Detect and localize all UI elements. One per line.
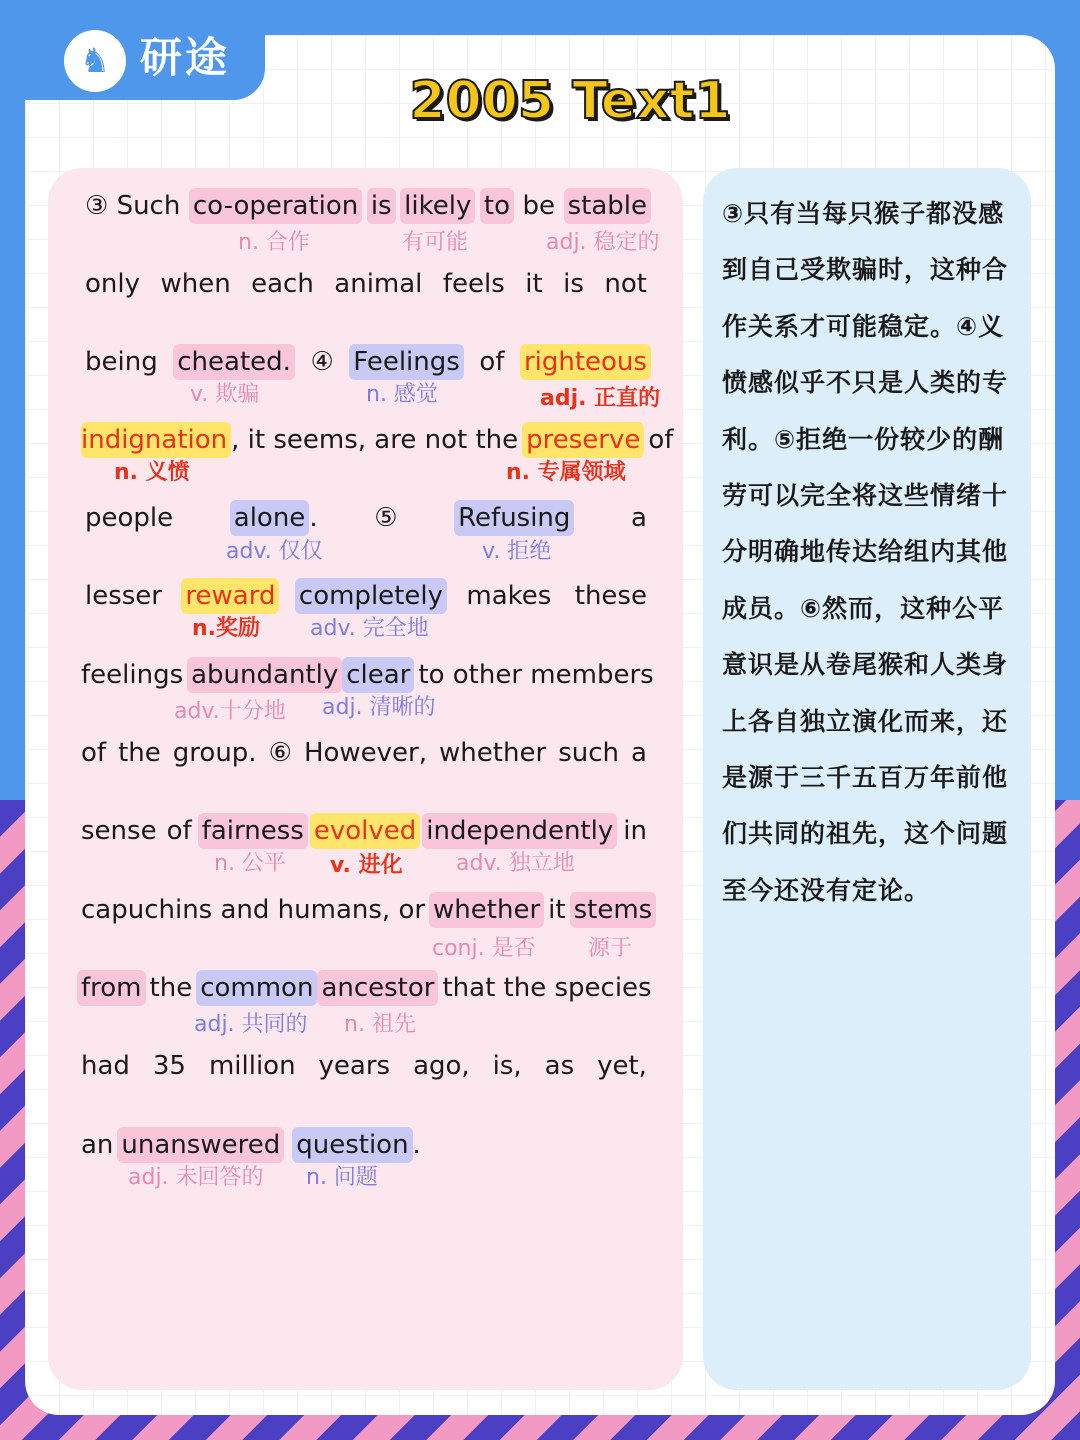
word: ⑥ <box>268 738 292 768</box>
translation-line: 至今还没有定论。 <box>722 875 931 905</box>
translation-line: 劳可以完全将这些情绪十 <box>722 481 1009 511</box>
word-highlight: righteous <box>520 344 651 380</box>
translation-line: 作关系才可能稳定。④义 <box>722 311 1005 341</box>
word-highlight: clear <box>342 657 414 693</box>
word-highlight: whether <box>429 892 544 928</box>
word: However, <box>303 738 428 768</box>
word: the <box>118 738 161 768</box>
annotation: n. 义愤 <box>114 460 190 485</box>
word: is <box>563 269 584 299</box>
word: sense <box>81 816 157 846</box>
word: of <box>81 738 107 768</box>
word: being <box>85 347 158 377</box>
word: only <box>85 269 140 299</box>
word-highlight: stems <box>570 892 657 928</box>
word: ④ <box>310 347 334 377</box>
unicorn-logo-icon: ♞ <box>64 30 126 92</box>
annotation: adj. 正直的 <box>540 386 661 411</box>
word-highlight: preserve <box>522 422 644 458</box>
passage-line-2 <box>81 264 651 304</box>
passage-line-13 <box>81 1125 651 1165</box>
word: 35 <box>152 1051 186 1081</box>
word: of <box>648 425 674 455</box>
translation-line: 利。⑤拒绝一份较少的酬 <box>722 424 1005 454</box>
page-title: 2005 Text1 <box>409 71 731 131</box>
word-highlight: from <box>77 970 146 1006</box>
annotation: conj. 是否 <box>432 936 536 961</box>
word: years <box>318 1051 391 1081</box>
word: each <box>251 269 314 299</box>
translation-line: 意识是从卷尾猴和人类身 <box>722 650 1009 680</box>
annotation: adj. 清晰的 <box>322 695 436 720</box>
word: , it seems, are not the <box>231 425 519 455</box>
word-highlight: abundantly <box>187 657 342 693</box>
word-highlight: common <box>196 970 317 1006</box>
word: feelings <box>81 660 184 690</box>
word: such <box>558 738 619 768</box>
word: is, <box>492 1051 522 1081</box>
annotation: 源于 <box>588 936 633 961</box>
word: that the species <box>442 973 652 1003</box>
word: when <box>160 269 231 299</box>
annotation: v. 欺骗 <box>190 382 260 407</box>
annotation: adv. 仅仅 <box>226 539 323 564</box>
annotation: n. 公平 <box>214 851 286 876</box>
word: group. <box>172 738 257 768</box>
word: whether <box>439 738 547 768</box>
translation-line: 愤感似乎不只是人类的专 <box>722 368 1009 398</box>
word: had <box>81 1051 130 1081</box>
word: an <box>81 1130 114 1160</box>
word: it <box>548 895 566 925</box>
word: . <box>412 1130 421 1160</box>
word: . <box>309 503 318 533</box>
word: a <box>631 503 647 533</box>
annotation: adj. 稳定的 <box>546 230 660 255</box>
word-highlight: unanswered <box>117 1127 284 1163</box>
translation-text <box>722 186 1017 919</box>
word-highlight: evolved <box>310 813 420 849</box>
word-highlight: co-operation <box>189 188 362 224</box>
word-highlight: completely <box>295 578 447 614</box>
word-highlight: independently <box>422 813 617 849</box>
word: ③ Such <box>85 191 181 221</box>
passage-line-8 <box>81 733 651 773</box>
translation-line: ③只有当每只猴子都没感 <box>722 199 1005 228</box>
word: lesser <box>85 581 162 611</box>
passage-line-5 <box>81 498 651 538</box>
word-highlight: reward <box>181 578 279 614</box>
word: of <box>166 816 192 846</box>
word-highlight: cheated. <box>173 344 295 380</box>
word-highlight: Refusing <box>454 500 574 536</box>
word-highlight: ancestor <box>317 970 438 1006</box>
annotation: v. 拒绝 <box>482 539 552 564</box>
word: million <box>208 1051 296 1081</box>
word: of <box>479 347 505 377</box>
word-highlight: likely <box>400 188 475 224</box>
translation-line: 到自己受欺骗时，这种合 <box>722 255 1009 285</box>
word-highlight: alone <box>230 500 310 536</box>
word-highlight: fairness <box>198 813 308 849</box>
word: in <box>623 816 647 846</box>
word-highlight: is <box>367 188 396 224</box>
annotation: n. 祖先 <box>344 1012 416 1037</box>
word: ago, <box>413 1051 470 1081</box>
word: animal <box>334 269 423 299</box>
annotation: adj. 共同的 <box>194 1012 308 1037</box>
translation-line: 们共同的祖先，这个问题 <box>722 819 1009 849</box>
annotation: adv. 完全地 <box>310 616 429 641</box>
word: makes <box>466 581 552 611</box>
passage-line-6 <box>81 576 651 616</box>
word: feels <box>442 269 505 299</box>
word: as <box>544 1051 575 1081</box>
word: not <box>604 269 647 299</box>
passage-line-4 <box>81 420 674 460</box>
passage-line-10 <box>81 890 651 930</box>
translation-line: 是源于三千五百万年前他 <box>722 763 1009 793</box>
word: yet, <box>597 1051 647 1081</box>
annotation: v. 进化 <box>330 853 403 878</box>
word: be <box>522 191 556 221</box>
word: a <box>631 738 647 768</box>
passage-line-1 <box>81 186 651 226</box>
translation-line: 成员。⑥然而，这种公平 <box>722 593 1005 623</box>
word: capuchins and humans, or <box>81 895 426 925</box>
annotation: adj. 未回答的 <box>128 1165 264 1190</box>
annotation: n. 感觉 <box>366 382 438 407</box>
word: ⑤ <box>374 503 398 533</box>
word: the <box>149 973 193 1003</box>
passage-line-7 <box>81 655 654 695</box>
word-highlight: to <box>480 188 514 224</box>
passage-line-3 <box>81 342 651 382</box>
annotation: n. 问题 <box>306 1165 378 1190</box>
word: to other members <box>418 660 654 690</box>
word-highlight: stable <box>564 188 651 224</box>
annotation: n. 合作 <box>238 230 310 255</box>
translation-line: 分明确地传达给组内其他 <box>722 537 1009 567</box>
passage-line-12 <box>81 1046 651 1086</box>
brand-name: 研途 <box>140 33 231 82</box>
translation-line: 上各自独立演化而来，还 <box>722 706 1009 736</box>
word-highlight: Feelings <box>349 344 464 380</box>
word: it <box>525 269 543 299</box>
word-highlight: indignation <box>81 422 231 458</box>
annotation: adv.十分地 <box>174 699 286 724</box>
annotation: adv. 独立地 <box>456 851 575 876</box>
annotation: n. 专属领域 <box>506 460 626 485</box>
annotation: n.奖励 <box>192 616 261 641</box>
passage-line-11 <box>81 968 651 1008</box>
annotation: 有可能 <box>402 230 469 255</box>
passage-line-9 <box>81 811 651 851</box>
word: these <box>574 581 647 611</box>
word-highlight: question <box>292 1127 412 1163</box>
word: people <box>85 503 174 533</box>
